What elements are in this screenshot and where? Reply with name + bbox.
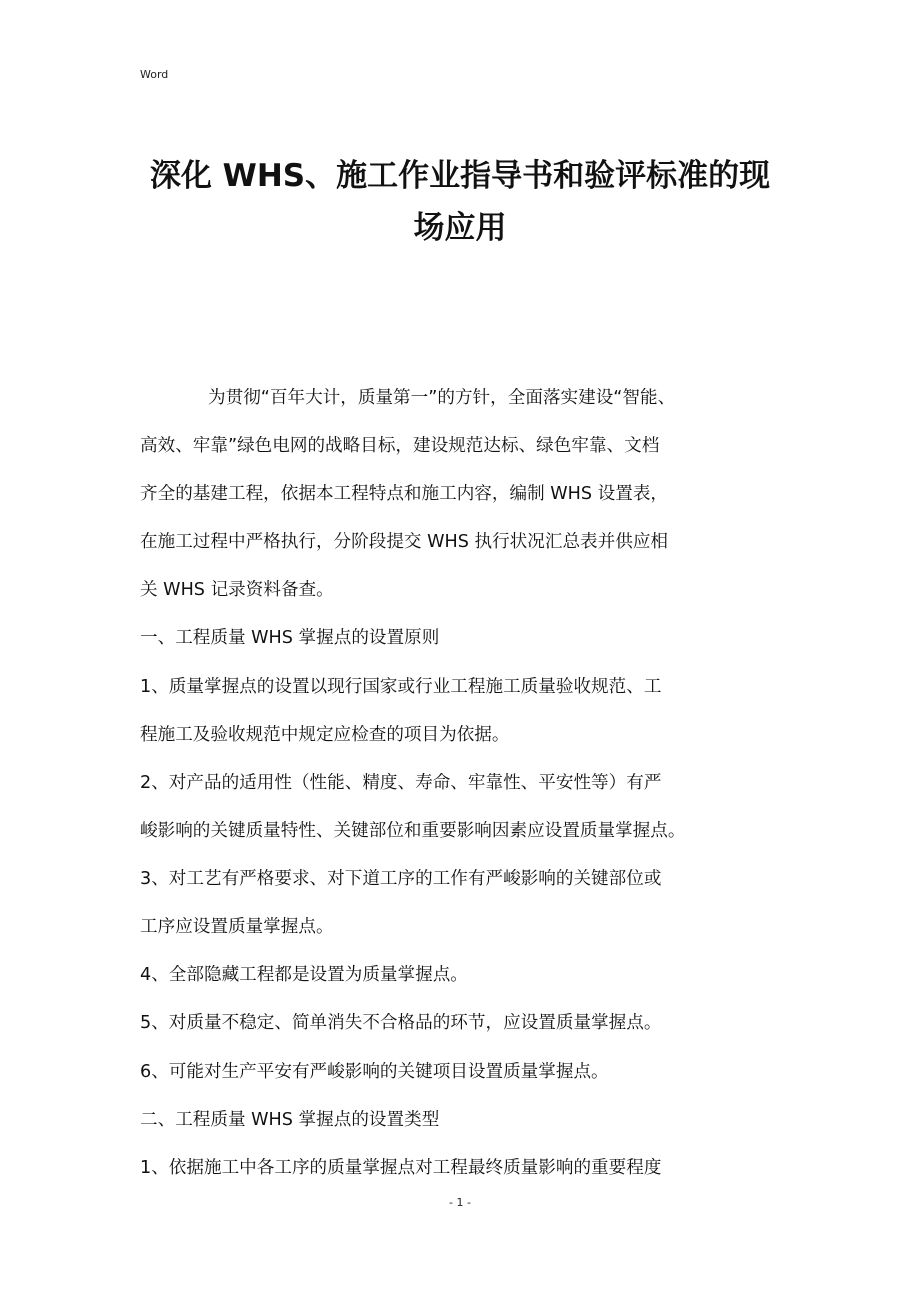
paragraph-line: 峻影响的关键质量特性、关键部位和重要影响因素应设置质量掌握点。 <box>140 821 686 841</box>
page-header: Word <box>140 68 169 81</box>
paragraph-line: 关 WHS 记录资料备查。 <box>140 580 334 600</box>
paragraph-line: 6、可能对生产平安有严峻影响的关键项目设置质量掌握点。 <box>140 1062 609 1082</box>
section-heading: 二、工程质量 WHS 掌握点的设置类型 <box>140 1110 440 1130</box>
paragraph-line: 1、依据施工中各工序的质量掌握点对工程最终质量影响的重要程度 <box>140 1158 662 1178</box>
paragraph-line: 工序应设置质量掌握点。 <box>140 917 334 937</box>
paragraph-line: 5、对质量不稳定、简单消失不合格品的环节，应设置质量掌握点。 <box>140 1013 662 1033</box>
page-number: - 1 - <box>449 1196 471 1209</box>
section-heading: 一、工程质量 WHS 掌握点的设置原则 <box>140 628 440 648</box>
paragraph-line: 1、质量掌握点的设置以现行国家或行业工程施工质量验收规范、工 <box>140 677 662 697</box>
document-title-line-2: 场应用 <box>413 210 507 246</box>
paragraph-line: 2、对产品的适用性（性能、精度、寿命、牢靠性、平安性等）有严 <box>140 773 662 793</box>
paragraph-line: 为贯彻“百年大计，质量第一”的方针，全面落实建设“智能、 <box>208 388 676 408</box>
paragraph-line: 程施工及验收规范中规定应检查的项目为依据。 <box>140 725 510 745</box>
paragraph-line: 齐全的基建工程，依据本工程特点和施工内容，编制 WHS 设置表， <box>140 484 669 504</box>
paragraph-line: 高效、牢靠”绿色电网的战略目标，建设规范达标、绿色牢靠、文档 <box>140 436 660 456</box>
document-title-line-1: 深化 WHS、施工作业指导书和验评标准的现 <box>149 158 771 194</box>
paragraph-line: 在施工过程中严格执行，分阶段提交 WHS 执行状况汇总表并供应相 <box>140 532 669 552</box>
paragraph-line: 3、对工艺有严格要求、对下道工序的工作有严峻影响的关键部位或 <box>140 869 662 889</box>
paragraph-line: 4、全部隐藏工程都是设置为质量掌握点。 <box>140 965 468 985</box>
